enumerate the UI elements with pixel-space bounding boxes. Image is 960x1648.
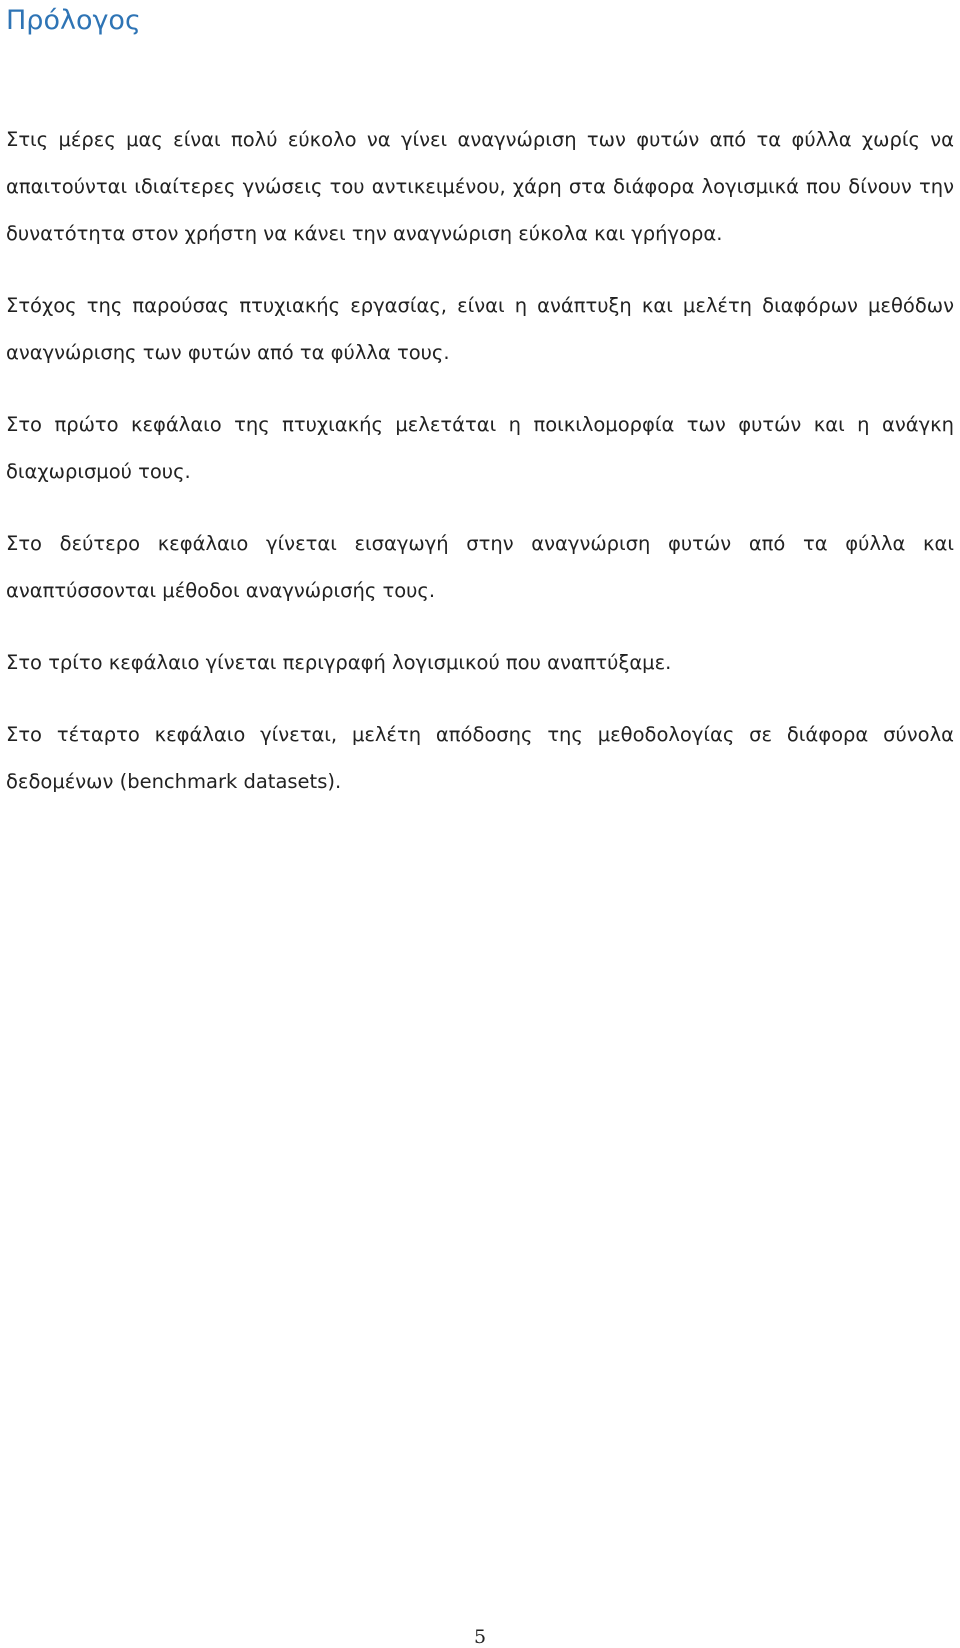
- paragraph-goal: Στόχος της παρούσας πτυχιακής εργασίας, είναι η ανάπτυξη και μελέτη διαφόρων μεθόδων αναγνώρισης των φυτών από τα φύλλα τους.: [6, 294, 954, 364]
- body-text: [6, 116, 954, 830]
- paragraph-chapter-3: Στο τρίτο κεφάλαιο γίνεται περιγραφή λογισμικού που αναπτύξαμε.: [6, 651, 672, 674]
- paragraph-intro: Στις μέρες μας είναι πολύ εύκολο να γίνει αναγνώριση των φυτών από τα φύλλα χωρίς να απαιτούνται ιδιαίτερες γνώσεις του αντικειμένου, χάρη στα διάφορα λογισμικά που δίνουν την δυνατότητα στον χρήστη να κάνει την αναγνώριση εύκολα και γρήγορα.: [6, 128, 954, 245]
- paragraph-chapter-1: Στο πρώτο κεφάλαιο της πτυχιακής μελετάται η ποικιλομορφία των φυτών και η ανάγκη διαχωρισμού τους.: [6, 413, 954, 483]
- page-number: 5: [473, 1626, 487, 1648]
- paragraph-chapter-4: Στο τέταρτο κεφάλαιο γίνεται, μελέτη απόδοσης της μεθοδολογίας σε διάφορα σύνολα δεδομένων (benchmark datasets).: [6, 723, 954, 793]
- page-title: Πρόλογος: [6, 5, 141, 36]
- paragraph-chapter-2: Στο δεύτερο κεφάλαιο γίνεται εισαγωγή στην αναγνώριση φυτών από τα φύλλα και αναπτύσσονται μέθοδοι αναγνώρισής τους.: [6, 532, 954, 602]
